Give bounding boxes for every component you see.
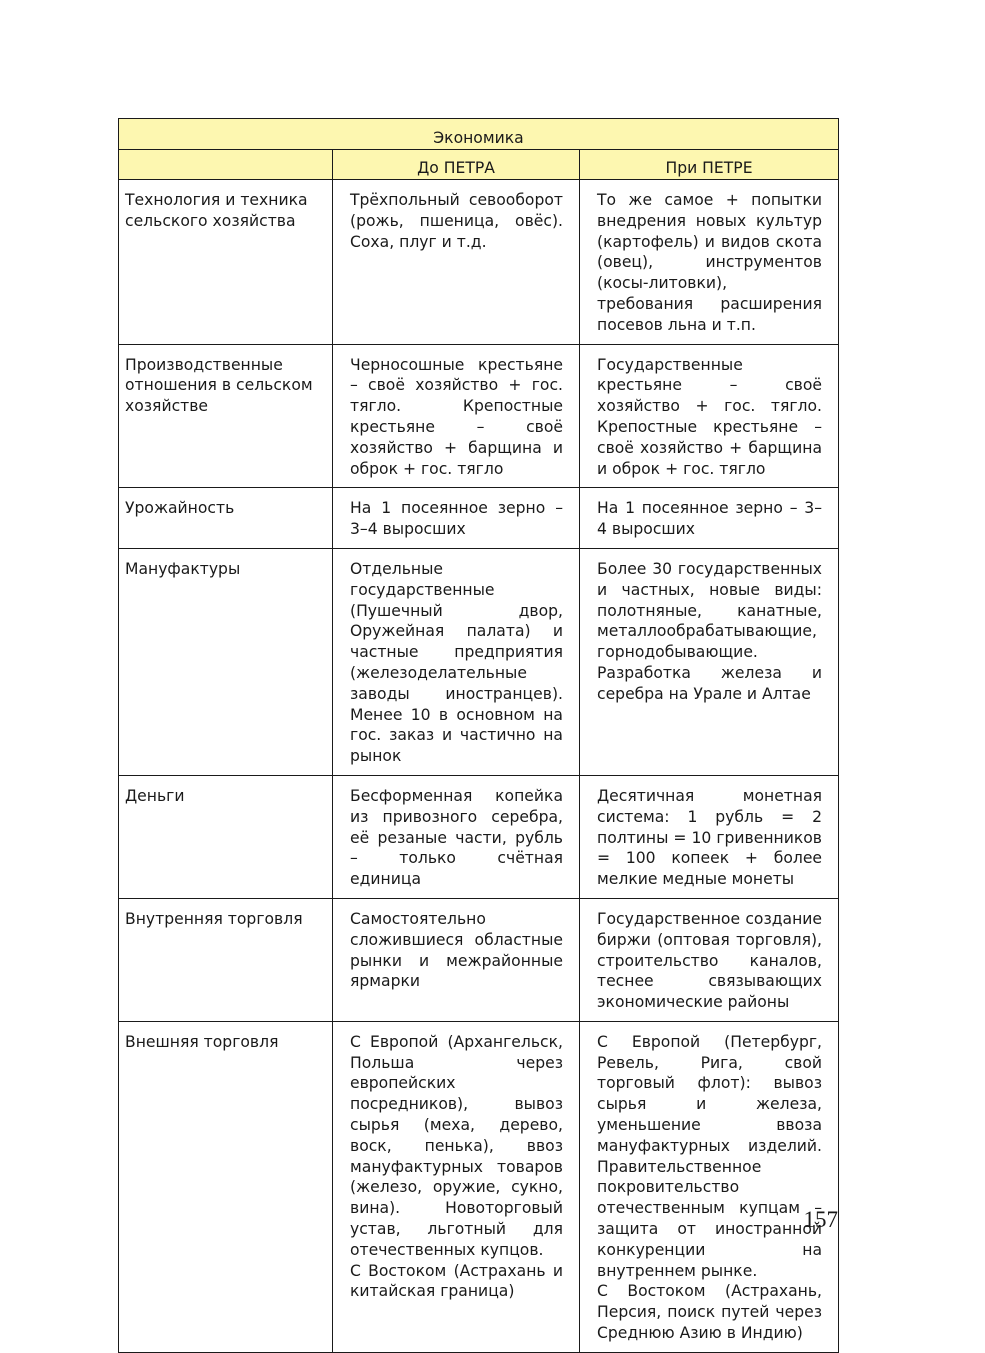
cell-text: Более 30 государственных и частных, новые виды: полотняные, канатные, металлообрабатывающие, горнодобывающие. Разработка железа и серебра на Урале и Алтае <box>597 559 823 703</box>
cell-text: С Востоком (Астрахань и китайская граница) <box>350 1261 563 1301</box>
before-cell <box>333 1021 580 1352</box>
before-cell <box>333 344 580 488</box>
cell-text: С Европой (Архангельск, Польша через европейских посредников), вывоз сырья (меха, дерево, воск, пенька), ввоз мануфактурных товаров (железо, оружие, сукно, вина). Новоторговый устав, льготный для отечественных купцов. <box>350 1032 563 1259</box>
during-cell <box>580 898 839 1021</box>
economy-table <box>118 118 839 1353</box>
cell-text: Десятичная монетная система: 1 рубль = 2 полтины = 10 гривенников = 100 копеек + более мелкие медные монеты <box>597 786 823 889</box>
during-cell <box>580 775 839 898</box>
page-number: 157 <box>803 1207 838 1232</box>
table-row <box>119 775 839 898</box>
row-label: Деньги <box>119 775 333 898</box>
header-before-peter: До ПЕТРА <box>333 150 580 180</box>
row-label: Технология и техника сельского хозяйства <box>119 180 333 345</box>
cell-text: Черносошные крестьяне – своё хозяйство + гос. тягло. Крепостные крестьяне – своё хозяйство + барщина и оброк + гос. тягло <box>350 355 563 478</box>
table-row <box>119 1021 839 1352</box>
before-cell <box>333 898 580 1021</box>
before-cell <box>333 548 580 775</box>
table-row <box>119 344 839 488</box>
row-label: Производственные отношения в сельском хозяйстве <box>119 344 333 488</box>
during-cell <box>580 180 839 345</box>
cell-text: Государственное создание биржи (оптовая торговля), строительство каналов, теснее связывающих экономические районы <box>597 909 823 1012</box>
table-title-row <box>119 119 839 150</box>
cell-text: То же самое + попытки внедрения новых культур (картофель) и видов скота (овец), инструментов (косы-литовки), требования расширения посевов льна и т.п. <box>597 191 823 334</box>
cell-text: Отдельные государственные (Пушечный двор, Оружейная палата) и частные предприятия (железоделательные заводы иностранцев). Менее 10 в основном на гос. заказ и частично на рынок <box>350 559 563 766</box>
header-under-peter: При ПЕТРЕ <box>580 150 839 180</box>
before-cell <box>333 775 580 898</box>
during-cell <box>580 548 839 775</box>
cell-text: Трёхпольный севооборот (рожь, пшеница, овёс). Соха, плуг и т.д. <box>350 191 563 251</box>
row-label: Внешняя торговля <box>119 1021 333 1352</box>
cell-text: С Европой (Петербург, Ревель, Рига, свой торговый флот): вывоз сырья и железа, уменьшение ввоза мануфактурных изделий. Правительственное покровительство отечественным купцам – защита от иностранной конкуренции на внутреннем рынке. <box>597 1032 823 1280</box>
table-row <box>119 898 839 1021</box>
during-cell <box>580 488 839 549</box>
cell-text: Государственные крестьяне – своё хозяйство + гос. тягло. Крепостные крестьяне – своё хозяйство + барщина и оброк + гос. тягло <box>597 355 823 478</box>
row-label: Мануфактуры <box>119 548 333 775</box>
cell-text: На 1 посеянное зерно – 3–4 выросших <box>350 499 563 539</box>
row-label: Урожайность <box>119 488 333 549</box>
table-row <box>119 488 839 549</box>
header-blank <box>119 150 333 180</box>
cell-text: Самостоятельно сложившиеся областные рынки и межрайонные ярмарки <box>350 909 563 991</box>
table-header-row <box>119 150 839 180</box>
cell-text: На 1 посеянное зерно – 3–4 выросших <box>597 499 823 539</box>
cell-text: С Востоком (Астрахань, Персия, поиск путей через Среднюю Азию в Индию) <box>597 1282 823 1343</box>
cell-text: Бесформенная копейка из привозного серебра, её резаные части, рубль – только счётная единица <box>350 786 563 889</box>
table-row <box>119 180 839 345</box>
during-cell <box>580 1021 839 1352</box>
row-label: Внутренняя торговля <box>119 898 333 1021</box>
table-title: Экономика <box>119 119 839 150</box>
before-cell <box>333 488 580 549</box>
table-row <box>119 548 839 775</box>
during-cell <box>580 344 839 488</box>
before-cell <box>333 180 580 345</box>
